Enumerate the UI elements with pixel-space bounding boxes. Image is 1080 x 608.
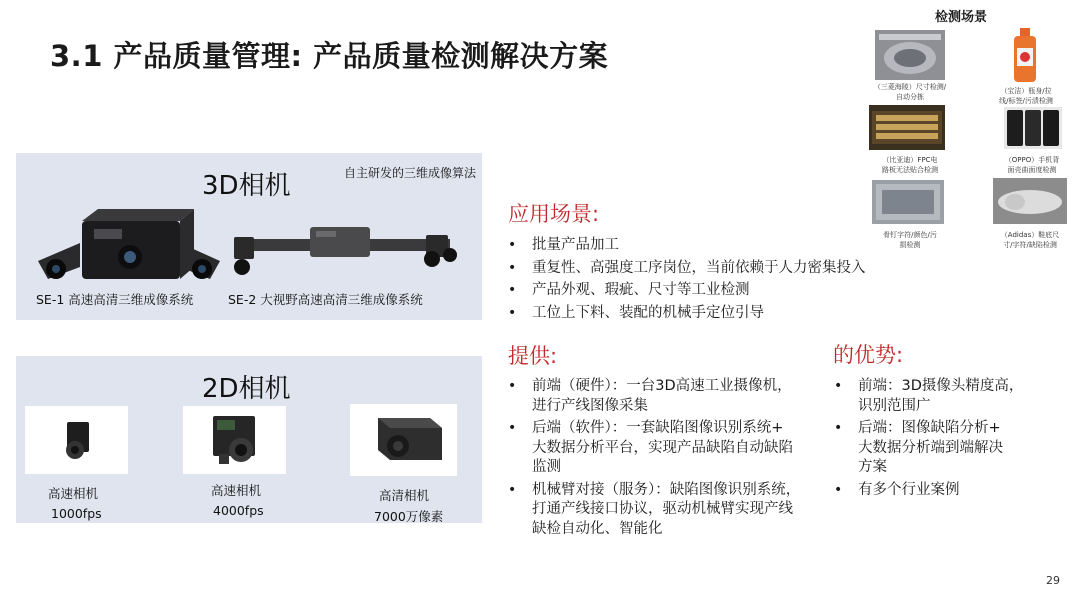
camera-2-spec: 4000fps: [213, 503, 264, 518]
camera-card-1: [25, 406, 128, 474]
se2-camera-image: [228, 211, 468, 281]
panel-3d-subtitle: 自主研发的三维成像算法: [344, 166, 477, 180]
scene-thumb-2: [1010, 26, 1040, 84]
provide-list: [506, 377, 836, 539]
advantage-item: • 有多个行业案例: [832, 481, 1062, 501]
camera-card-3: [350, 404, 457, 476]
panel-3d-heading: 3D相机: [202, 171, 291, 201]
application-item: • 批量产品加工: [506, 236, 966, 256]
scenes-heading: 检测场景: [935, 10, 988, 25]
panel-3d-camera: [16, 153, 482, 320]
high-speed-camera-4000-image: [183, 406, 286, 474]
phone-back-shells-image: [1004, 107, 1062, 149]
camera-3-spec: 7000万像素: [374, 509, 444, 524]
applications-list: [506, 236, 966, 323]
provide-item: • 前端（硬件）：一台3D高速工业摄像机， 进行产线图像采集: [506, 377, 836, 416]
camera-3-name: 高清相机: [379, 488, 430, 503]
page-title: 3.1 产品质量管理: 产品质量检测解决方案: [50, 39, 609, 73]
se1-camera-image: [34, 183, 224, 288]
scene-caption-5: 骨钉字符/颜色/污 损检测: [883, 231, 937, 249]
scene-thumb-4: [1004, 107, 1062, 149]
application-item: • 工位上下料、装配的机械手定位引导: [506, 304, 966, 324]
bone-screw-tray-image: [872, 180, 944, 224]
scene-caption-6: （Adidas）鞋底尺 寸/字符/缺陷检测: [1000, 231, 1060, 249]
scene-caption-4: （OPPO）手机背 面壳曲面度检测: [1004, 156, 1060, 174]
camera-2-name: 高速相机: [211, 483, 262, 498]
scene-caption-1: （三菱海陵）尺寸检测/ 自动分拣: [873, 83, 947, 101]
scene-thumb-6: [993, 178, 1067, 224]
scene-caption-2: （宝洁）瓶身/拉 线/标签/污渍检测: [999, 87, 1053, 105]
advantage-item: • 前端：3D摄像头精度高， 识别范围广: [832, 377, 1062, 416]
scene-thumb-3: [869, 105, 945, 150]
panel-2d-heading: 2D相机: [202, 374, 291, 404]
camera-card-2: [183, 406, 286, 474]
detergent-bottle-image: [1010, 26, 1040, 84]
application-item: • 产品外观、瑕疵、尺寸等工业检测: [506, 281, 966, 301]
high-speed-camera-image: [25, 406, 128, 474]
scene-thumb-1: [875, 30, 945, 80]
se1-label: SE-1 高速高清三维成像系统: [36, 292, 194, 307]
camera-1-name: 高速相机: [48, 486, 99, 501]
se2-label: SE-2 大视野高速高清三维成像系统: [228, 292, 423, 307]
shoe-sole-image: [993, 178, 1067, 224]
provide-heading: 提供:: [508, 344, 558, 368]
camera-1-spec: 1000fps: [51, 506, 102, 521]
page-number: 29: [1046, 574, 1060, 587]
high-definition-camera-image: [350, 404, 457, 476]
panel-2d-camera: [16, 356, 482, 523]
inspection-machine-image: [875, 30, 945, 80]
scene-thumb-5: [872, 180, 944, 224]
provide-item: • 后端（软件）：一套缺陷图像识别系统+ 大数据分析平台，实现产品缺陷自动缺陷 监测: [506, 419, 836, 478]
advantages-heading: 的优势:: [833, 343, 904, 367]
scene-caption-3: （比亚迪）FPC电 路板无法贴合检测: [882, 156, 938, 174]
application-item: • 重复性、高强度工序岗位，当前依赖于人力密集投入: [506, 259, 966, 279]
provide-item: • 机械臂对接（服务）：缺陷图像识别系统， 打通产线接口协议，驱动机械臂实现产线 缺检自动化、智能化: [506, 481, 836, 540]
advantage-item: • 后端：图像缺陷分析+ 大数据分析端到端解决 方案: [832, 419, 1062, 478]
circuit-board-tray-image: [869, 105, 945, 150]
advantages-list: [832, 377, 1062, 500]
applications-heading: 应用场景:: [508, 202, 600, 226]
